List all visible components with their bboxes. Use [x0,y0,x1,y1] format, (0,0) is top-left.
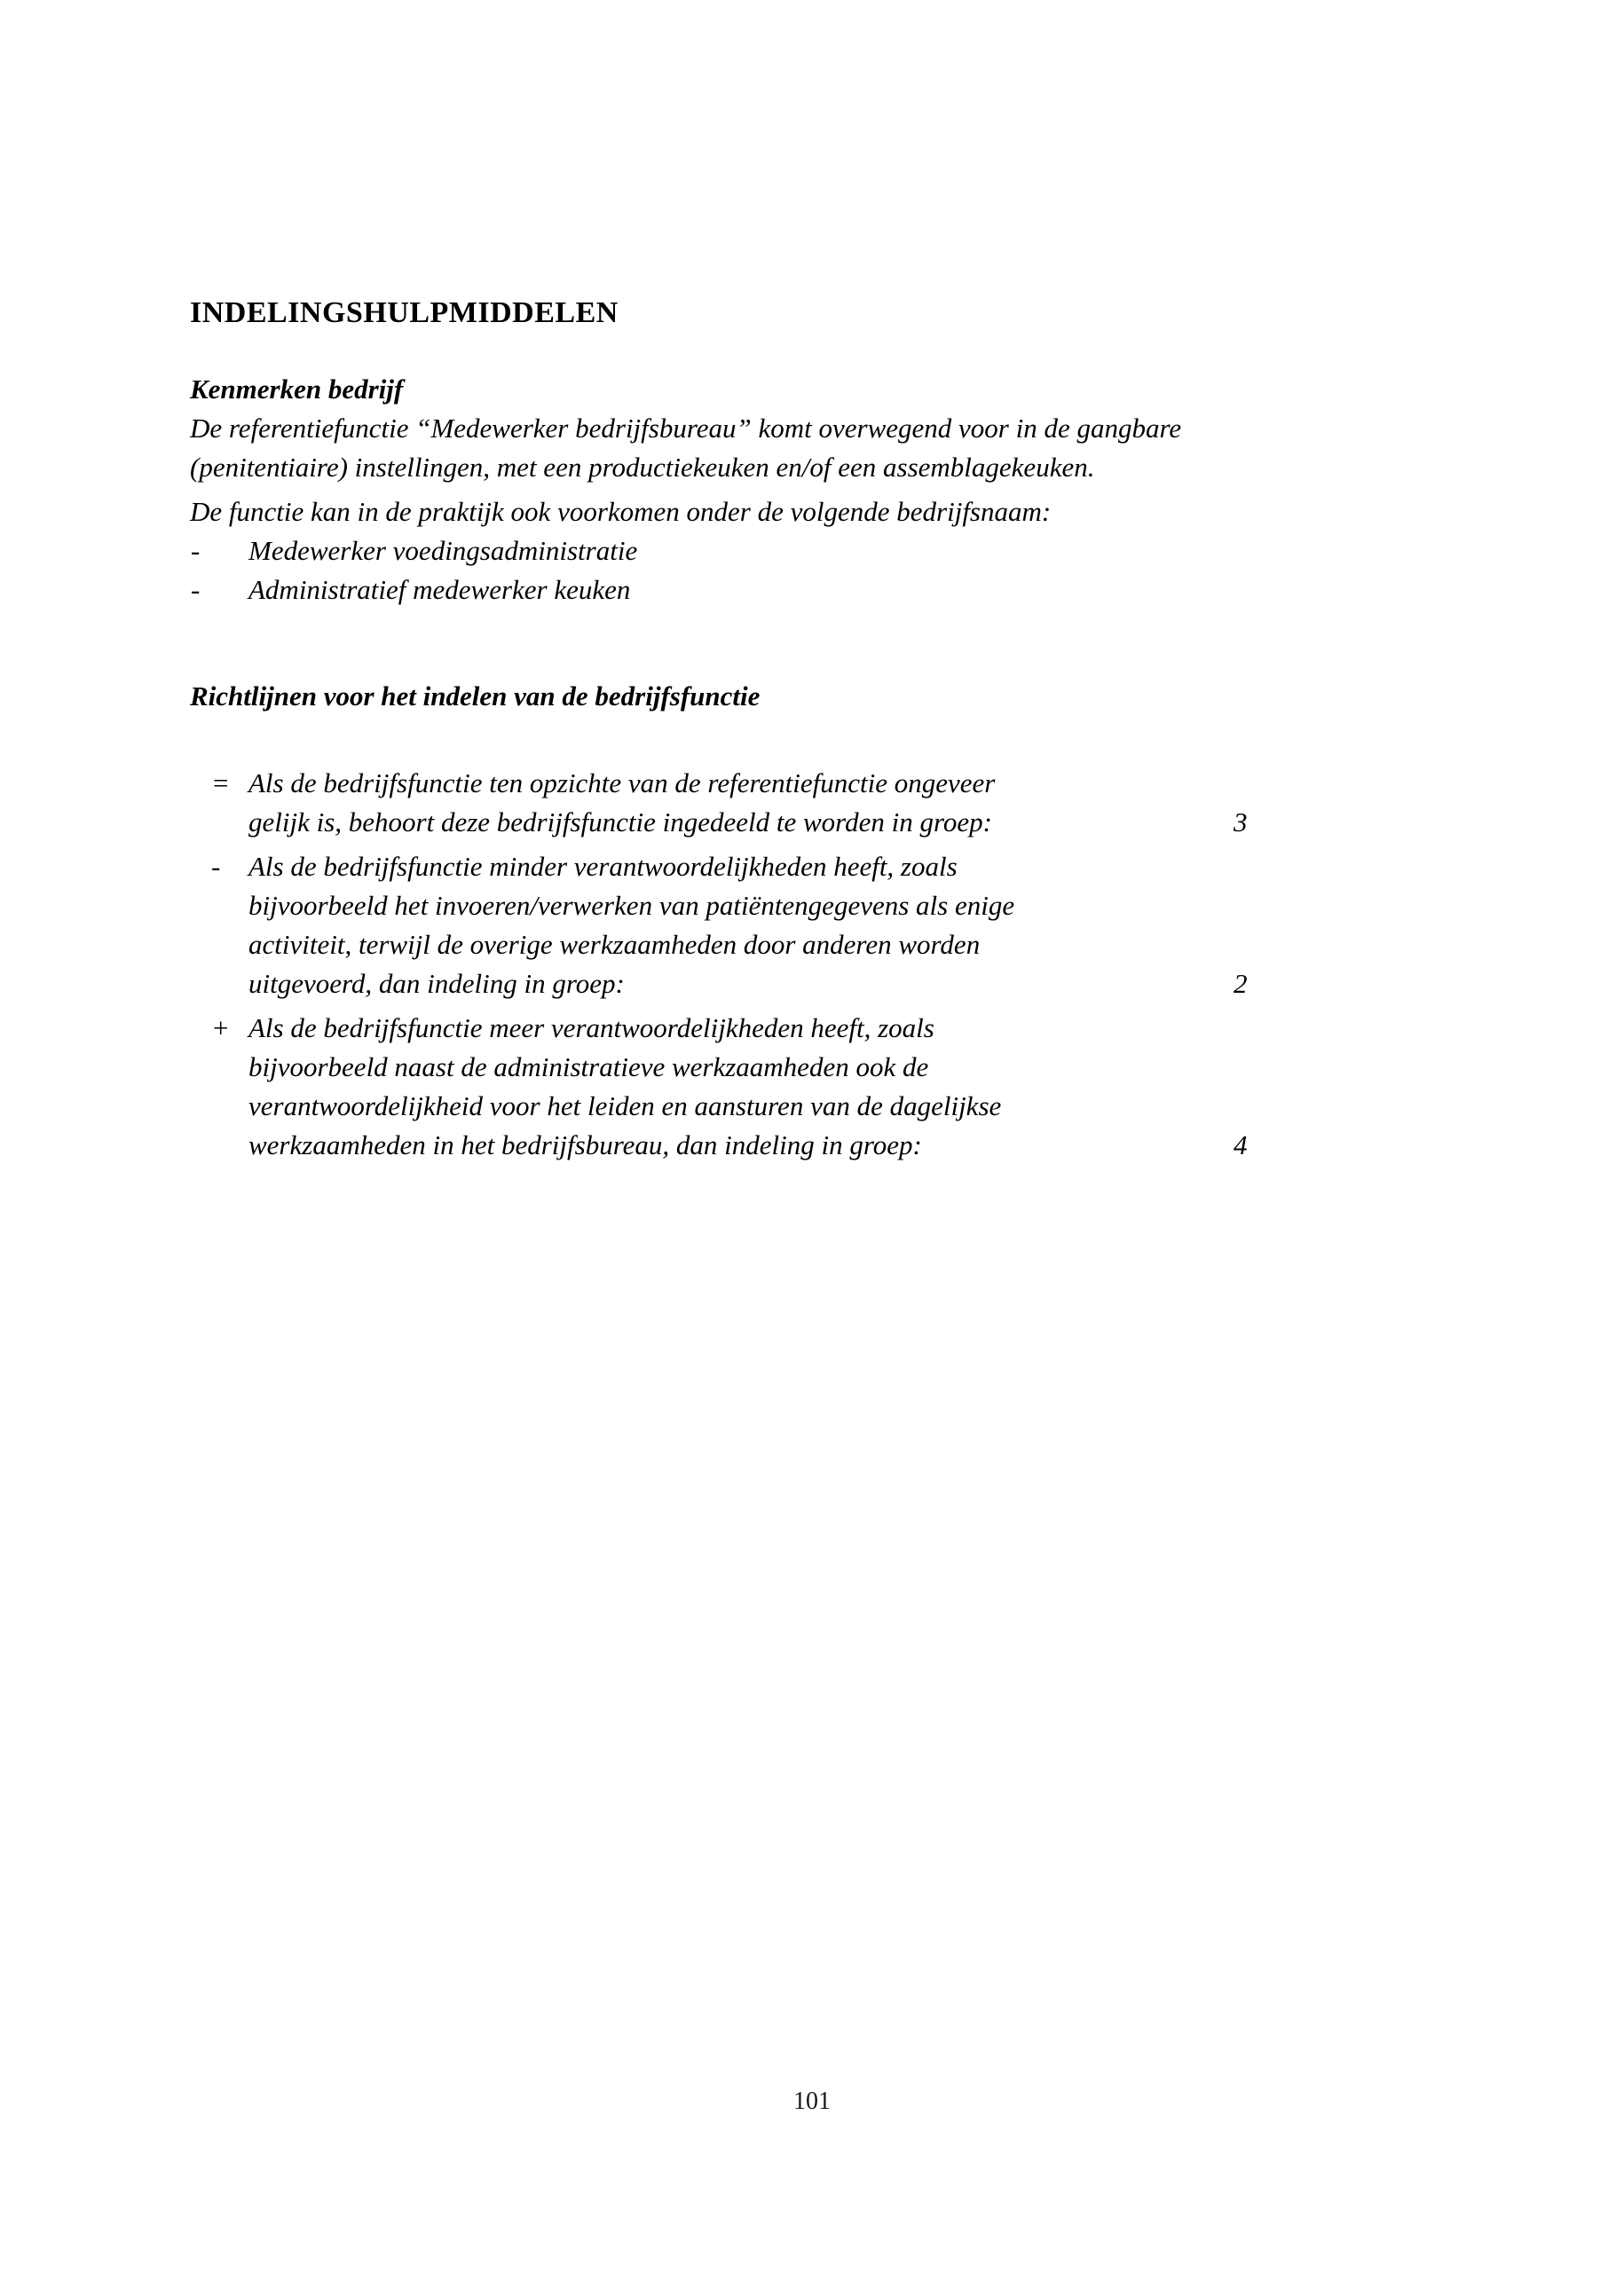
section-richtlijnen [190,677,1518,1165]
alias-item [190,570,1518,609]
plus-marker: + [211,1012,230,1043]
kenmerken-heading: Kenmerken bedrijf [190,373,404,405]
guideline-list [190,764,1518,1165]
guideline-item-plus [190,1009,1518,1165]
page-title: INDELINGSHULPMIDDELEN [190,296,619,329]
guideline-item-equal [190,764,1518,842]
equals-marker: = [211,767,230,798]
alias-item [190,531,1518,570]
guideline-line: bijvoorbeeld het invoeren/verwerken van patiëntengegevens als enige [248,890,1015,921]
group-number: 4 [1234,1129,1248,1160]
guideline-line-text: werkzaamheden in het bedrijfsbureau, dan indeling in groep: [248,1129,922,1160]
guideline-line-text: uitgevoerd, dan indeling in groep: [248,968,625,999]
group-number: 2 [1234,968,1248,999]
alias-label: Medewerker voedingsadministratie [248,535,638,566]
section-kenmerken [190,370,1518,609]
guideline-line: Als de bedrijfsfunctie minder verantwoordelijkheden heeft, zoals [248,851,958,882]
dash-marker: - [191,535,201,566]
guideline-line: verantwoordelijkheid voor het leiden en aansturen van de dagelijkse [248,1090,1002,1121]
kenmerken-paragraph-line-2: (penitentiaire) instellingen, met een productiekeuken en/of een assemblagekeuken. [190,452,1095,483]
guideline-line: Als de bedrijfsfunctie ten opzichte van de referentiefunctie ongeveer [248,767,996,798]
group-number: 3 [1234,806,1248,837]
richtlijnen-heading: Richtlijnen voor het indelen van de bedrijfsfunctie [190,680,761,712]
dash-marker: - [191,574,201,605]
guideline-line: Als de bedrijfsfunctie meer verantwoordelijkheden heeft, zoals [248,1012,934,1043]
kenmerken-intro-line: De functie kan in de praktijk ook voorkomen onder de volgende bedrijfsnaam: [190,496,1052,527]
guideline-line [248,964,1518,1003]
guideline-line [248,1126,1518,1165]
alias-label: Administratief medewerker keuken [248,574,631,605]
kenmerken-paragraph-line-1: De referentiefunctie “Medewerker bedrijfsbureau” komt overwegend voor in de gangbare [190,413,1182,444]
guideline-line: bijvoorbeeld naast de administratieve werkzaamheden ook de [248,1051,929,1082]
guideline-line [248,803,1518,842]
guideline-item-minus [190,847,1518,1003]
page-number: 101 [793,2088,831,2115]
guideline-line-text: gelijk is, behoort deze bedrijfsfunctie ingedeeld te worden in groep: [248,806,992,837]
guideline-line: activiteit, terwijl de overige werkzaamheden door anderen worden [248,929,981,960]
minus-marker: - [211,851,221,882]
